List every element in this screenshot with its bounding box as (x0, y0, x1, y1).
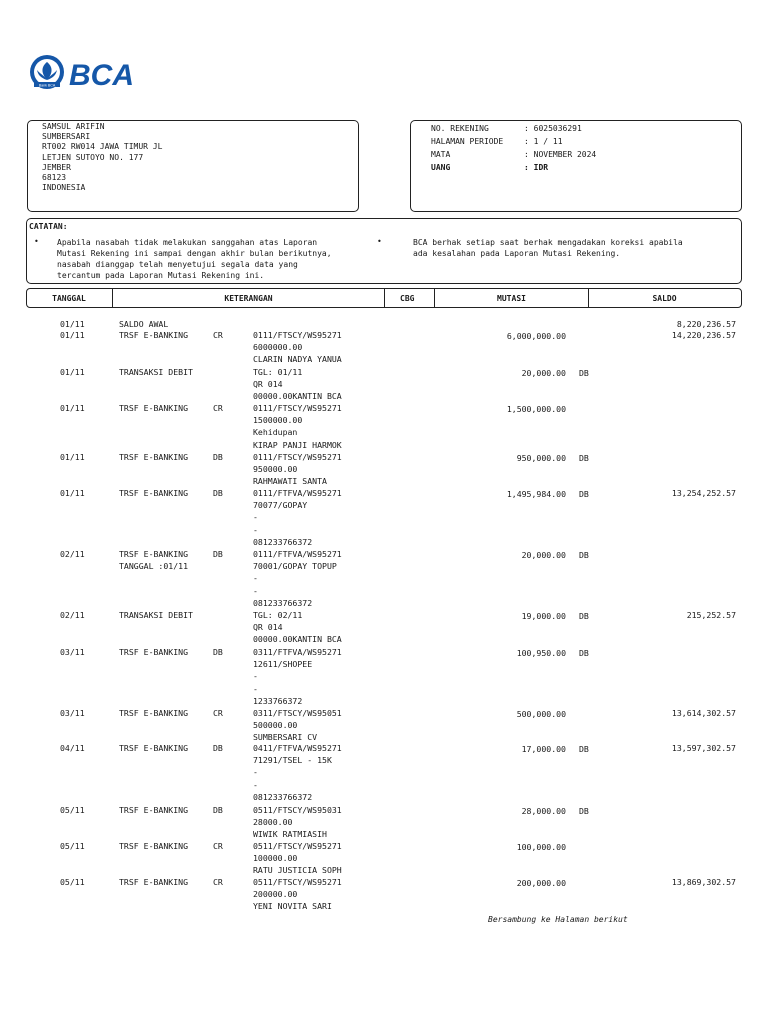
row-detail-line: RAHMAWATI SANTA (253, 476, 327, 487)
row-detail-line: 1233766372 (253, 695, 303, 706)
header-keterangan: KETERANGAN (224, 293, 273, 303)
note-right (413, 237, 733, 259)
address-line: 68123 (42, 173, 67, 183)
row-type: CR (213, 708, 223, 718)
period-value: : 1 / 11 (524, 137, 563, 146)
note-left (57, 237, 377, 281)
currency-label: UANG (431, 163, 451, 172)
address-line: JEMBER (42, 162, 71, 172)
row-description: TRSF E-BANKING (119, 452, 189, 462)
row-description: TRSF E-BANKING (119, 647, 189, 657)
row-detail-line: - (253, 524, 258, 535)
row-description-extra: TANGGAL :01/11 (119, 561, 189, 572)
row-description: SALDO AWAL (119, 319, 169, 329)
row-date: 01/11 (60, 367, 85, 377)
account-number: : 6025036291 (524, 124, 582, 133)
row-description: TRSF E-BANKING (119, 488, 189, 498)
row-type: DB (213, 549, 223, 559)
row-description: TRANSAKSI DEBIT (119, 367, 193, 377)
row-date: 05/11 (60, 805, 85, 815)
month-value: : NOVEMBER 2024 (524, 150, 597, 159)
row-balance: 13,869,302.57 (671, 877, 736, 887)
row-detail-line: CLARIN NADYA YANUA (253, 354, 342, 365)
row-detail-line: 0511/FTSCY/WS95271 (253, 877, 342, 887)
currency-month-label: MATA (431, 150, 451, 159)
row-date: 03/11 (60, 708, 85, 718)
note-line: Mutasi Rekening ini sampai dengan akhir bulan berikutnya, (57, 249, 332, 258)
row-type: DB (213, 488, 223, 498)
row-detail-line: 70077/GOPAY (253, 500, 308, 511)
header-cbg: CBG (400, 293, 415, 303)
row-date: 05/11 (60, 841, 85, 851)
period-label: HALAMAN PERIODE (431, 137, 504, 146)
row-detail-line: 0111/FTSCY/WS95271 (253, 452, 342, 462)
row-balance: 13,597,302.57 (671, 743, 736, 753)
customer-address (42, 122, 162, 193)
row-detail-line: - (253, 779, 258, 790)
row-detail-line: 200000.00 (253, 889, 298, 900)
row-type: CR (213, 841, 223, 851)
row-detail-line: 500000.00 (253, 720, 298, 731)
bullet-icon: • (34, 237, 39, 246)
row-detail-line: KIRAP PANJI HARMOK (253, 439, 342, 450)
currency-value: : IDR (524, 163, 549, 172)
row-type: CR (213, 403, 223, 413)
row-balance: 13,614,302.57 (671, 708, 736, 718)
row-date: 05/11 (60, 877, 85, 887)
row-detail-line: 6000000.00 (253, 342, 303, 353)
row-detail-line: 71291/TSEL - 15K (253, 755, 332, 766)
row-detail-line: 081233766372 (253, 597, 313, 608)
row-detail-line: 0411/FTFVA/WS95271 (253, 743, 342, 753)
row-amount: 100,950.00 (516, 648, 566, 658)
address-line: INDONESIA (42, 183, 86, 193)
row-detail-line: 0311/FTSCY/WS95051 (253, 708, 342, 718)
row-amount: 19,000.00 (521, 611, 566, 621)
row-amount: 1,500,000.00 (506, 404, 566, 414)
row-detail-line: 28000.00 (253, 817, 293, 828)
row-description: TRSF E-BANKING (119, 841, 189, 851)
row-description: TRSF E-BANKING (119, 549, 189, 559)
row-date: 01/11 (60, 403, 85, 413)
address-line: SAMSUL ARIFIN (42, 122, 105, 131)
row-debit-flag: DB (579, 453, 589, 463)
note-line: ada kesalahan pada Laporan Mutasi Rekening. (413, 249, 621, 258)
row-description: TRSF E-BANKING (119, 743, 189, 753)
continued-note: Bersambung ke Halaman berikut (488, 915, 628, 924)
row-detail-line: - (253, 585, 258, 596)
row-detail-line: - (253, 767, 258, 778)
row-type: CR (213, 877, 223, 887)
row-type: CR (213, 330, 223, 340)
row-detail-line: - (253, 512, 258, 523)
row-detail-line: 00000.00KANTIN BCA (253, 634, 342, 645)
row-detail-line: - (253, 573, 258, 584)
header-tanggal: TANGGAL (52, 293, 86, 303)
address-line: RT002 RW014 JAWA TIMUR JL (42, 142, 163, 152)
address-line: LETJEN SUTOYO NO. 177 (42, 152, 144, 162)
row-amount: 28,000.00 (521, 806, 566, 816)
row-detail-line: 0111/FTSCY/WS95271 (253, 330, 342, 340)
row-amount: 20,000.00 (521, 550, 566, 560)
row-detail-line: 1500000.00 (253, 415, 303, 426)
row-detail-line: 0511/FTSCY/WS95031 (253, 805, 342, 815)
row-detail-line: - (253, 683, 258, 694)
row-description: TRANSAKSI DEBIT (119, 610, 193, 620)
row-date: 03/11 (60, 647, 85, 657)
row-debit-flag: DB (579, 368, 589, 378)
row-detail-line: 100000.00 (253, 853, 298, 864)
row-debit-flag: DB (579, 550, 589, 560)
row-detail-line: 0111/FTSCY/WS95271 (253, 403, 342, 413)
row-detail-line: - (253, 671, 258, 682)
row-balance: 215,252.57 (686, 610, 736, 620)
logo-brand-text: BCA (69, 59, 134, 92)
row-description: TRSF E-BANKING (119, 403, 189, 413)
note-line: BCA berhak setiap saat berhak mengadakan koreksi apabila (413, 238, 683, 247)
row-description: TRSF E-BANKING (119, 330, 189, 340)
row-detail-line: YENI NOVITA SARI (253, 901, 332, 912)
row-detail-line: QR 014 (253, 379, 283, 390)
row-detail-line: SUMBERSARI CV (253, 732, 318, 743)
row-date: 01/11 (60, 488, 85, 498)
row-date: 01/11 (60, 319, 85, 329)
row-debit-flag: DB (579, 489, 589, 499)
row-debit-flag: DB (579, 806, 589, 816)
row-debit-flag: DB (579, 648, 589, 658)
notes-title: CATATAN: (29, 222, 68, 231)
row-detail-line: 0111/FTFVA/WS95271 (253, 488, 342, 498)
row-date: 04/11 (60, 743, 85, 753)
row-detail-line: WIWIK RATMIASIH (253, 829, 327, 840)
row-amount: 17,000.00 (521, 744, 566, 754)
note-line: Apabila nasabah tidak melakukan sanggahan atas Laporan (57, 238, 318, 247)
row-detail-line: 0111/FTFVA/WS95271 (253, 549, 342, 559)
row-detail-line: 12611/SHOPEE (253, 659, 313, 670)
bullet-icon: • (377, 237, 382, 246)
row-detail-line: TGL: 01/11 (253, 367, 303, 377)
row-amount: 100,000.00 (516, 842, 566, 852)
customer-address-box (27, 120, 359, 212)
row-type: DB (213, 647, 223, 657)
row-type: DB (213, 452, 223, 462)
row-debit-flag: DB (579, 744, 589, 754)
row-date: 02/11 (60, 549, 85, 559)
address-line: SUMBERSARI (42, 132, 91, 142)
row-detail-line: RATU JUSTICIA SOPH (253, 865, 342, 876)
row-detail-line: 081233766372 (253, 536, 313, 547)
row-debit-flag: DB (579, 611, 589, 621)
row-date: 01/11 (60, 452, 85, 462)
row-detail-line: 0311/FTFVA/WS95271 (253, 647, 342, 657)
row-description: TRSF E-BANKING (119, 877, 189, 887)
row-detail-line: 00000.00KANTIN BCA (253, 391, 342, 402)
row-detail-line: 70001/GOPAY TOPUP (253, 561, 337, 572)
row-balance: 13,254,252.57 (671, 488, 736, 498)
row-type: DB (213, 743, 223, 753)
row-type: DB (213, 805, 223, 815)
header-saldo: SALDO (652, 293, 677, 303)
row-amount: 20,000.00 (521, 368, 566, 378)
logo-tagline: Bank BCA (38, 83, 56, 88)
notes-box (26, 218, 742, 284)
row-detail-line: 0511/FTSCY/WS95271 (253, 841, 342, 851)
row-date: 01/11 (60, 330, 85, 340)
row-balance: 8,220,236.57 (676, 319, 736, 329)
row-description: TRSF E-BANKING (119, 805, 189, 815)
row-date: 02/11 (60, 610, 85, 620)
row-detail-line: TGL: 02/11 (253, 610, 303, 620)
bca-logo (28, 54, 148, 92)
row-amount: 500,000.00 (516, 709, 566, 719)
row-detail-line: 081233766372 (253, 791, 313, 802)
row-amount: 950,000.00 (516, 453, 566, 463)
row-detail-line: Kehidupan (253, 427, 298, 438)
row-detail-line: 950000.00 (253, 464, 298, 475)
row-amount: 1,495,984.00 (506, 489, 566, 499)
row-balance: 14,220,236.57 (671, 330, 736, 340)
account-number-label: NO. REKENING (431, 124, 489, 133)
note-line: nasabah dianggap telah menyetujui segala data yang (57, 260, 298, 269)
row-amount: 200,000.00 (516, 878, 566, 888)
row-detail-line: QR 014 (253, 622, 283, 633)
account-info-box (410, 120, 742, 212)
note-line: tercantum pada Laporan Mutasi Rekening ini. (57, 271, 265, 280)
row-description: TRSF E-BANKING (119, 708, 189, 718)
row-amount: 6,000,000.00 (506, 331, 566, 341)
header-mutasi: MUTASI (497, 293, 526, 303)
